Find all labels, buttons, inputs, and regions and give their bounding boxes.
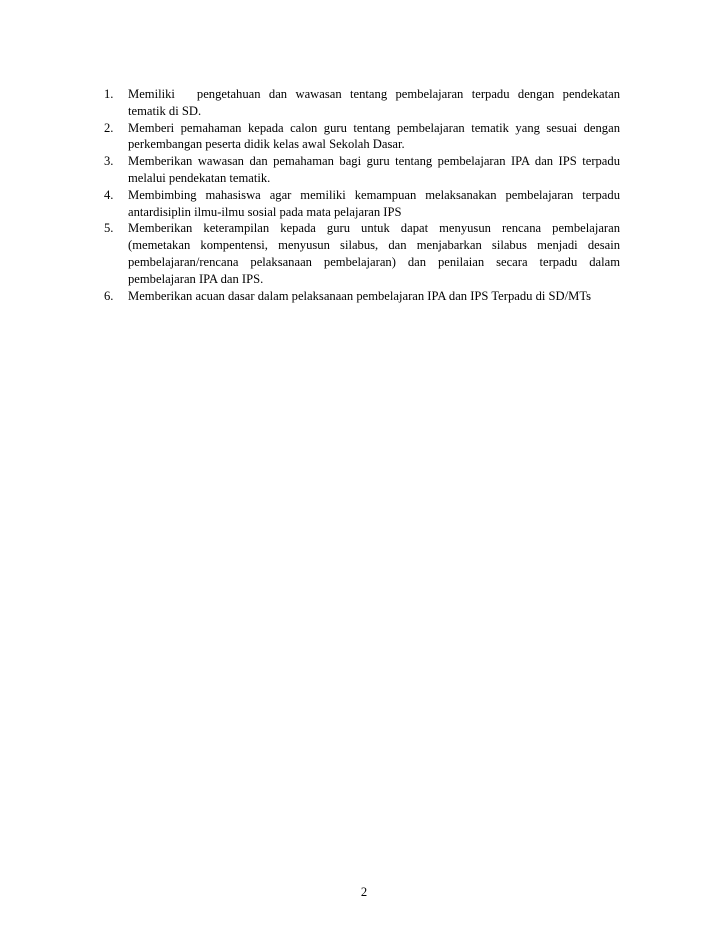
list-item xyxy=(104,220,620,287)
list-item-number: 1. xyxy=(104,87,114,101)
list-item-number: 5. xyxy=(104,221,114,236)
page-number: 2 xyxy=(360,885,368,899)
list-item xyxy=(104,86,620,120)
list-item-first-word: Memiliki xyxy=(128,87,175,101)
list-item-number: 6. xyxy=(104,288,114,303)
objectives-list xyxy=(104,86,620,304)
list-item-number: 3. xyxy=(104,154,114,169)
list-item xyxy=(104,120,620,154)
list-item-number: 2. xyxy=(104,120,114,135)
list-item-text: Memberikan wawasan dan pemahaman bagi guru tentang pembelajaran IPA dan IPS terpadu melalui pendekatan tematik. xyxy=(128,154,620,185)
list-item-text: Membimbing mahasiswa agar memiliki kemampuan melaksanakan pembelajaran terpadu antardisiplin ilmu-ilmu sosial pada mata pelajaran IPS xyxy=(128,187,620,219)
list-item-text: Memberikan keterampilan kepada guru untuk dapat menyusun rencana pembelajaran (memetakan kompentensi, menyusun silabus, dan menjabarkan silabus menjadi desain pembelajaran/rencana pelaksanaan pembelajaran) dan penilaian secara terpadu dalam pembelajaran IPA dan IPS. xyxy=(128,221,620,286)
list-item-text xyxy=(128,86,620,120)
list-item xyxy=(104,187,620,221)
list-item-text: Memberikan acuan dasar dalam pelaksanaan pembelajaran IPA dan IPS Terpadu di SD/MTs xyxy=(128,288,592,303)
list-item-rest: pengetahuan dan wawasan tentang pembelajaran terpadu dengan pendekatan tematik di SD. xyxy=(128,87,620,118)
list-item-number: 4. xyxy=(104,187,114,202)
list-item xyxy=(104,153,620,187)
list-item-text: Memberi pemahaman kepada calon guru tentang pembelajaran tematik yang sesuai dengan perkembangan peserta didik kelas awal Sekolah Dasar. xyxy=(128,120,620,152)
list-item xyxy=(104,288,620,305)
